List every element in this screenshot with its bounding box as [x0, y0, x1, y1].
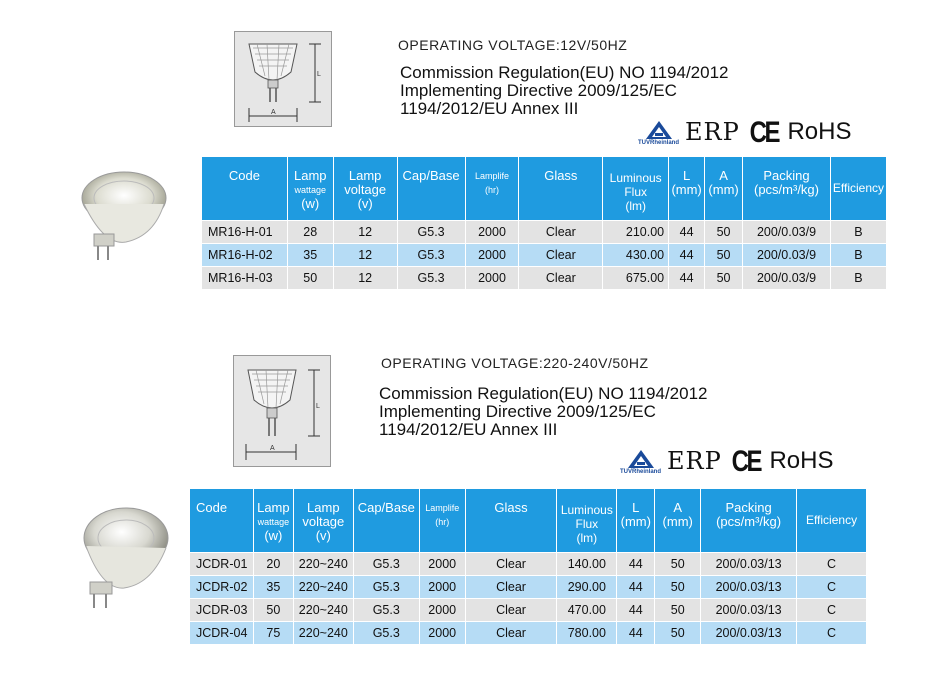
- lamp-dimension-drawing-icon: [234, 356, 332, 468]
- header-a: [655, 489, 701, 553]
- header-label: Lamplife: [425, 503, 460, 513]
- table-header-row: [190, 489, 867, 553]
- table-cell: 200/0.03/13: [701, 599, 797, 622]
- table-cell: 220~240: [293, 553, 353, 576]
- table-cell: 220~240: [293, 576, 353, 599]
- header-label: wattage: [294, 185, 327, 195]
- table-cell: 140.00: [557, 553, 617, 576]
- table-row: [190, 599, 867, 622]
- table-cell: 50: [655, 599, 701, 622]
- table-cell: MR16-H-02: [202, 244, 288, 267]
- table-cell: Clear: [519, 267, 603, 290]
- table-cell: MR16-H-01: [202, 221, 288, 244]
- table-cell: G5.3: [397, 267, 465, 290]
- header-label: Lamplife: [474, 171, 510, 181]
- table-cell: C: [797, 599, 867, 622]
- regulation-line: 1194/2012/EU Annex III: [379, 420, 558, 439]
- header-lamp-wattage: [253, 489, 293, 553]
- table-row: [190, 553, 867, 576]
- table-cell: C: [797, 622, 867, 645]
- table-cell: 2000: [419, 599, 465, 622]
- table-cell: 2000: [465, 244, 519, 267]
- table-cell: 2000: [419, 553, 465, 576]
- table-cell: 50: [655, 553, 701, 576]
- table-cell: 44: [617, 553, 655, 576]
- table-cell: JCDR-02: [190, 576, 254, 599]
- rohs-mark: RoHS: [787, 118, 852, 145]
- erp-mark: ERP: [667, 447, 722, 475]
- table-cell: 28: [287, 221, 333, 244]
- header-label: L: [682, 168, 691, 183]
- table-cell: 50: [287, 267, 333, 290]
- table-cell: 200/0.03/9: [743, 267, 831, 290]
- table-cell: 12: [333, 221, 397, 244]
- table-cell: 780.00: [557, 622, 617, 645]
- diagram-label-a: A: [271, 109, 276, 116]
- header-label: Lamp: [307, 500, 340, 515]
- header-label: (hr): [435, 517, 450, 527]
- spec-table-220v: [189, 488, 867, 645]
- regulation-line: 1194/2012/EU Annex III: [400, 99, 579, 118]
- header-label: A: [673, 500, 683, 515]
- diagram-label-l: L: [317, 71, 321, 78]
- table-cell: G5.3: [353, 576, 419, 599]
- ce-mark: CE: [749, 116, 778, 149]
- header-label: Luminous: [560, 503, 613, 517]
- table-cell: C: [797, 576, 867, 599]
- tuv-name: TUVRheinland: [620, 469, 662, 475]
- header-label: A: [719, 168, 728, 183]
- regulation-text: [379, 385, 708, 439]
- table-cell: 50: [705, 267, 743, 290]
- table-cell: 44: [669, 267, 705, 290]
- table-cell: 50: [705, 244, 743, 267]
- header-label: voltage: [302, 514, 345, 529]
- table-cell: 200/0.03/9: [743, 244, 831, 267]
- table-cell: G5.3: [353, 622, 419, 645]
- table-cell: G5.3: [353, 599, 419, 622]
- table-cell: 50: [705, 221, 743, 244]
- header-label: (w): [301, 196, 320, 211]
- header-label: Flux: [575, 517, 599, 531]
- header-label: Lamp: [257, 500, 290, 515]
- header-label: Packing: [763, 168, 810, 183]
- table-cell: Clear: [519, 244, 603, 267]
- tuv-triangle-icon: [627, 449, 655, 469]
- header-label: voltage: [344, 182, 387, 197]
- table-cell: 675.00: [603, 267, 669, 290]
- tuv-name: TUVRheinland: [638, 140, 680, 146]
- ce-mark: CE: [731, 445, 760, 478]
- table-cell: 220~240: [293, 599, 353, 622]
- header-label: Cap/Base: [357, 500, 415, 515]
- header-label: Cap/Base: [402, 168, 460, 183]
- table-cell: 12: [333, 267, 397, 290]
- table-cell: B: [830, 221, 886, 244]
- table-cell: Clear: [465, 599, 557, 622]
- header-label: Lamp: [293, 168, 327, 183]
- regulation-line: Implementing Directive 2009/125/EC: [400, 81, 677, 100]
- table-cell: JCDR-04: [190, 622, 254, 645]
- header-label: (pcs/m³/kg): [753, 182, 819, 197]
- header-label: (v): [315, 528, 331, 543]
- table-cell: G5.3: [397, 221, 465, 244]
- table-cell: JCDR-03: [190, 599, 254, 622]
- table-cell: 50: [655, 622, 701, 645]
- header-label: Glass: [544, 168, 578, 183]
- header-label: Flux: [624, 185, 647, 199]
- header-glass: [465, 489, 557, 553]
- header-packing: [701, 489, 797, 553]
- header-label: (pcs/m³/kg): [716, 514, 782, 529]
- dimension-diagram: [233, 355, 331, 467]
- table-cell: 75: [253, 622, 293, 645]
- table-cell: JCDR-01: [190, 553, 254, 576]
- table-cell: C: [797, 553, 867, 576]
- table-cell: 2000: [465, 267, 519, 290]
- regulation-line: Commission Regulation(EU) NO 1194/2012: [379, 384, 708, 403]
- header-lamplife: [419, 489, 465, 553]
- table-cell: 200/0.03/13: [701, 553, 797, 576]
- header-lamp-voltage: [293, 489, 353, 553]
- table-cell: 35: [253, 576, 293, 599]
- table-row: [190, 576, 867, 599]
- table-cell: 44: [617, 622, 655, 645]
- header-label: (mm): [662, 514, 693, 529]
- rohs-mark: RoHS: [769, 447, 834, 474]
- jcdr-lamp-photo-icon: [68, 496, 178, 616]
- header-luminous-flux: [557, 489, 617, 553]
- table-cell: Clear: [465, 576, 557, 599]
- table-cell: MR16-H-03: [202, 267, 288, 290]
- table-cell: 210.00: [603, 221, 669, 244]
- header-label: (mm): [671, 182, 702, 197]
- header-label: Glass: [494, 500, 528, 515]
- header-efficiency: [797, 489, 867, 553]
- table-cell: 44: [669, 244, 705, 267]
- table-cell: 12: [333, 244, 397, 267]
- header-label: (lm): [625, 199, 646, 213]
- table-cell: B: [830, 267, 886, 290]
- table-cell: 470.00: [557, 599, 617, 622]
- header-code: [190, 489, 254, 553]
- header-label: Luminous: [609, 171, 662, 185]
- certification-logos: [620, 445, 834, 478]
- header-label: (w): [264, 528, 283, 543]
- regulation-line: Commission Regulation(EU) NO 1194/2012: [400, 63, 729, 82]
- header-cap-base: [353, 489, 419, 553]
- header-label: Code: [228, 168, 260, 183]
- table-cell: 290.00: [557, 576, 617, 599]
- header-label: Packing: [725, 500, 772, 515]
- table-cell: 20: [253, 553, 293, 576]
- table-cell: B: [830, 244, 886, 267]
- header-label: Efficiency: [805, 513, 858, 527]
- header-label: Lamp: [348, 168, 382, 183]
- regulation-line: Implementing Directive 2009/125/EC: [379, 402, 656, 421]
- header-label: (mm): [620, 514, 651, 529]
- header-label: (v): [357, 196, 373, 211]
- table-cell: 430.00: [603, 244, 669, 267]
- header-label: L: [632, 500, 640, 515]
- header-label: (hr): [485, 185, 499, 195]
- header-label: (mm): [708, 182, 739, 197]
- table-cell: Clear: [465, 622, 557, 645]
- table-cell: Clear: [465, 553, 557, 576]
- table-cell: 2000: [419, 576, 465, 599]
- header-label: wattage: [257, 517, 290, 527]
- table-cell: 50: [253, 599, 293, 622]
- table-cell: Clear: [519, 221, 603, 244]
- table-cell: G5.3: [353, 553, 419, 576]
- table-cell: 200/0.03/9: [743, 221, 831, 244]
- header-label: Code: [196, 500, 228, 515]
- table-cell: 44: [617, 599, 655, 622]
- table-cell: 2000: [419, 622, 465, 645]
- header-l: [617, 489, 655, 553]
- table-row: [190, 622, 867, 645]
- table-cell: 200/0.03/13: [701, 576, 797, 599]
- table-cell: 200/0.03/13: [701, 622, 797, 645]
- diagram-label-l: L: [316, 403, 320, 410]
- table-cell: 50: [655, 576, 701, 599]
- table-cell: 220~240: [293, 622, 353, 645]
- table-cell: G5.3: [397, 244, 465, 267]
- operating-voltage: OPERATING VOLTAGE:220-240V/50HZ: [381, 355, 649, 371]
- operating-voltage: OPERATING VOLTAGE:12V/50HZ: [398, 37, 628, 53]
- table-cell: 44: [669, 221, 705, 244]
- table-cell: 2000: [465, 221, 519, 244]
- tuv-logo: [620, 449, 661, 475]
- header-label: Efficiency: [832, 181, 885, 195]
- table-cell: 44: [617, 576, 655, 599]
- header-label: (lm): [576, 531, 598, 545]
- table-cell: 35: [287, 244, 333, 267]
- diagram-label-a: A: [270, 445, 275, 452]
- erp-mark: ERP: [685, 118, 740, 146]
